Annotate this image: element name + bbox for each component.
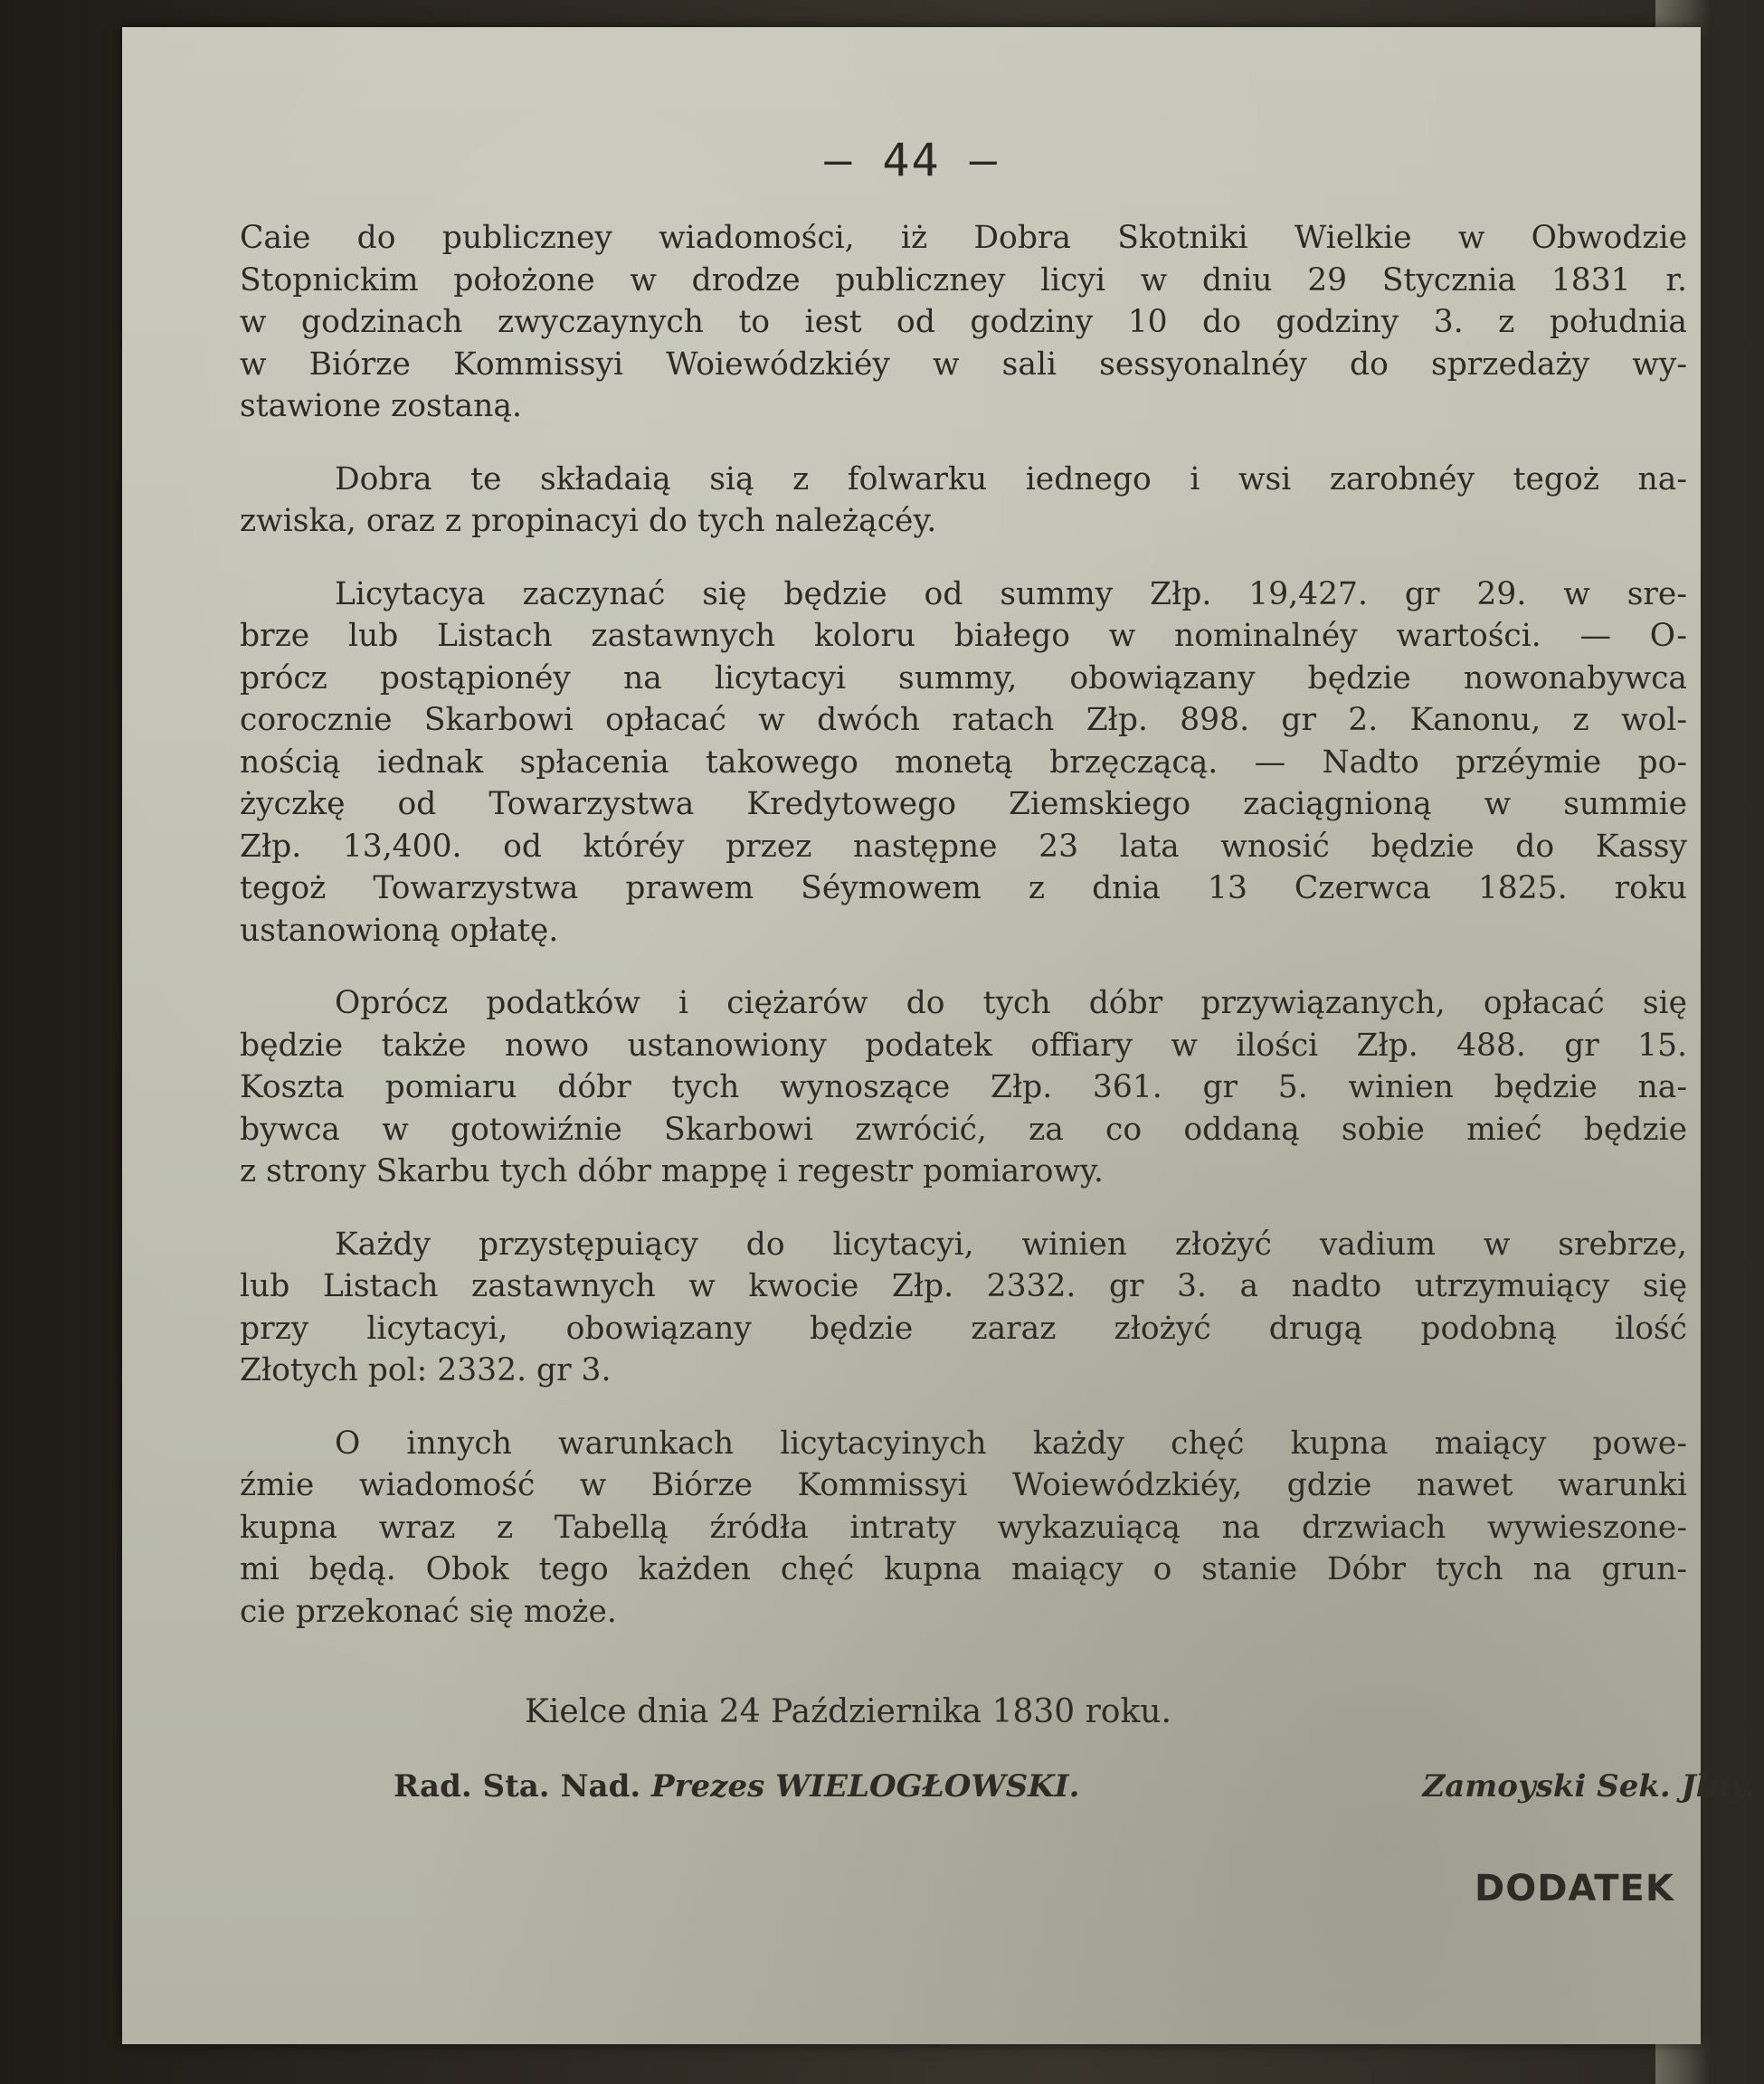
- signature-left: [394, 1768, 1079, 1805]
- text-line: będzie także nowo ustanowiony podatek offiary w ilości Złp. 488. gr 15.: [240, 1027, 1687, 1064]
- date-line: Kielce dnia 24 Października 1830 roku.: [525, 1693, 1171, 1730]
- document-body: [240, 217, 1687, 1663]
- page-number: — 44 —: [824, 134, 999, 186]
- text-line: mi będą. Obok tego każden chęć kupna maiący o stanie Dóbr tych na grun-: [240, 1551, 1687, 1587]
- text-line: prócz postąpionéy na licytacyi summy, obowiązany będzie nowonabywca: [240, 659, 1687, 696]
- text-line: cie przekonać się może.: [240, 1593, 617, 1630]
- paragraph: [240, 217, 1687, 428]
- text-line: tegoż Towarzystwa prawem Séymowem z dnia 13 Czerwca 1825. roku: [240, 870, 1687, 906]
- text-line: Stopnickim położone w drodze publiczney licyi w dniu 29 Stycznia 1831 r.: [240, 261, 1687, 298]
- text-line: Dobra te składaią sią z folwarku iednego i wsi zarobnéy tegoż na-: [335, 460, 1687, 497]
- text-line: Licytacya zaczynać się będzie od summy Złp. 19,427. gr 29. w sre-: [335, 575, 1687, 612]
- paragraph: [240, 1423, 1687, 1634]
- text-line: Każdy przystępuiący do licytacyi, winien złożyć vadium w srebrze,: [335, 1226, 1687, 1263]
- paragraph: [240, 459, 1687, 543]
- signature-right: Zamoyski Sek. Jlny.: [1422, 1768, 1755, 1805]
- document-page: [122, 27, 1755, 2044]
- text-line: w Biórze Kommissyi Woiewódzkiéy w sali sessyonalnéy do sprzedaży wy-: [240, 346, 1687, 383]
- text-line: stawione zostaną.: [240, 388, 522, 424]
- signature-left-prefix: Rad. Sta. Nad.: [394, 1768, 641, 1805]
- paragraph: [240, 1224, 1687, 1392]
- text-line: brze lub Listach zastawnych koloru białego w nominalnéy wartości. — O-: [240, 618, 1687, 654]
- paragraph: [240, 982, 1687, 1193]
- text-line: lub Listach zastawnych w kwocie Złp. 2332. gr 3. a nadto utrzymuiący się: [240, 1268, 1687, 1304]
- text-line: życzkę od Towarzystwa Kredytowego Ziemskiego zaciągnioną w summie: [240, 786, 1687, 822]
- text-line: źmie wiadomość w Biórze Kommissyi Woiewódzkiéy, gdzie nawet warunki: [240, 1467, 1687, 1503]
- signature-left-name: Prezes WIELOGŁOWSKI.: [651, 1768, 1080, 1805]
- text-line: bywca w gotowiźnie Skarbowi zwrócić, za co oddaną sobie mieć będzie: [240, 1111, 1687, 1148]
- paragraph: [240, 573, 1687, 952]
- text-line: w godzinach zwyczaynych to iest od godziny 10 do godziny 3. z południa: [240, 304, 1687, 340]
- text-line: nością iednak spłacenia takowego monetą brzęczącą. — Nadto przéymie po-: [240, 744, 1687, 781]
- text-line: corocznie Skarbowi opłacać w dwóch ratach Złp. 898. gr 2. Kanonu, z wol-: [240, 702, 1687, 738]
- text-line: O innych warunkach licytacyinych każdy chęć kupna maiący powe-: [335, 1425, 1687, 1462]
- text-line: z strony Skarbu tych dóbr mappę i regestr pomiarowy.: [240, 1153, 1104, 1189]
- text-line: ustanowioną opłatę.: [240, 912, 559, 949]
- text-line: Złotych pol: 2332. gr 3.: [240, 1352, 612, 1388]
- text-line: Złp. 13,400. od któréy przez następne 23 lata wnosić będzie do Kassy: [240, 828, 1687, 865]
- text-line: Caie do publiczney wiadomości, iż Dobra Skotniki Wielkie w Obwodzie: [240, 220, 1687, 256]
- text-line: kupna wraz z Tabellą źródła intraty wykazuiącą na drzwiach wywieszone-: [240, 1509, 1687, 1546]
- text-line: przy licytacyi, obowiązany będzie zaraz złożyć drugą podobną ilość: [240, 1310, 1687, 1347]
- text-line: Koszta pomiaru dóbr tych wynoszące Złp. 361. gr 5. winien będzie na-: [240, 1069, 1687, 1105]
- catchword: DODATEK: [1475, 1868, 1674, 1909]
- text-line: Oprócz podatków i ciężarów do tych dóbr przywiązanych, opłacać się: [335, 985, 1687, 1021]
- text-line: zwiska, oraz z propinacyi do tych należącéy.: [240, 503, 937, 539]
